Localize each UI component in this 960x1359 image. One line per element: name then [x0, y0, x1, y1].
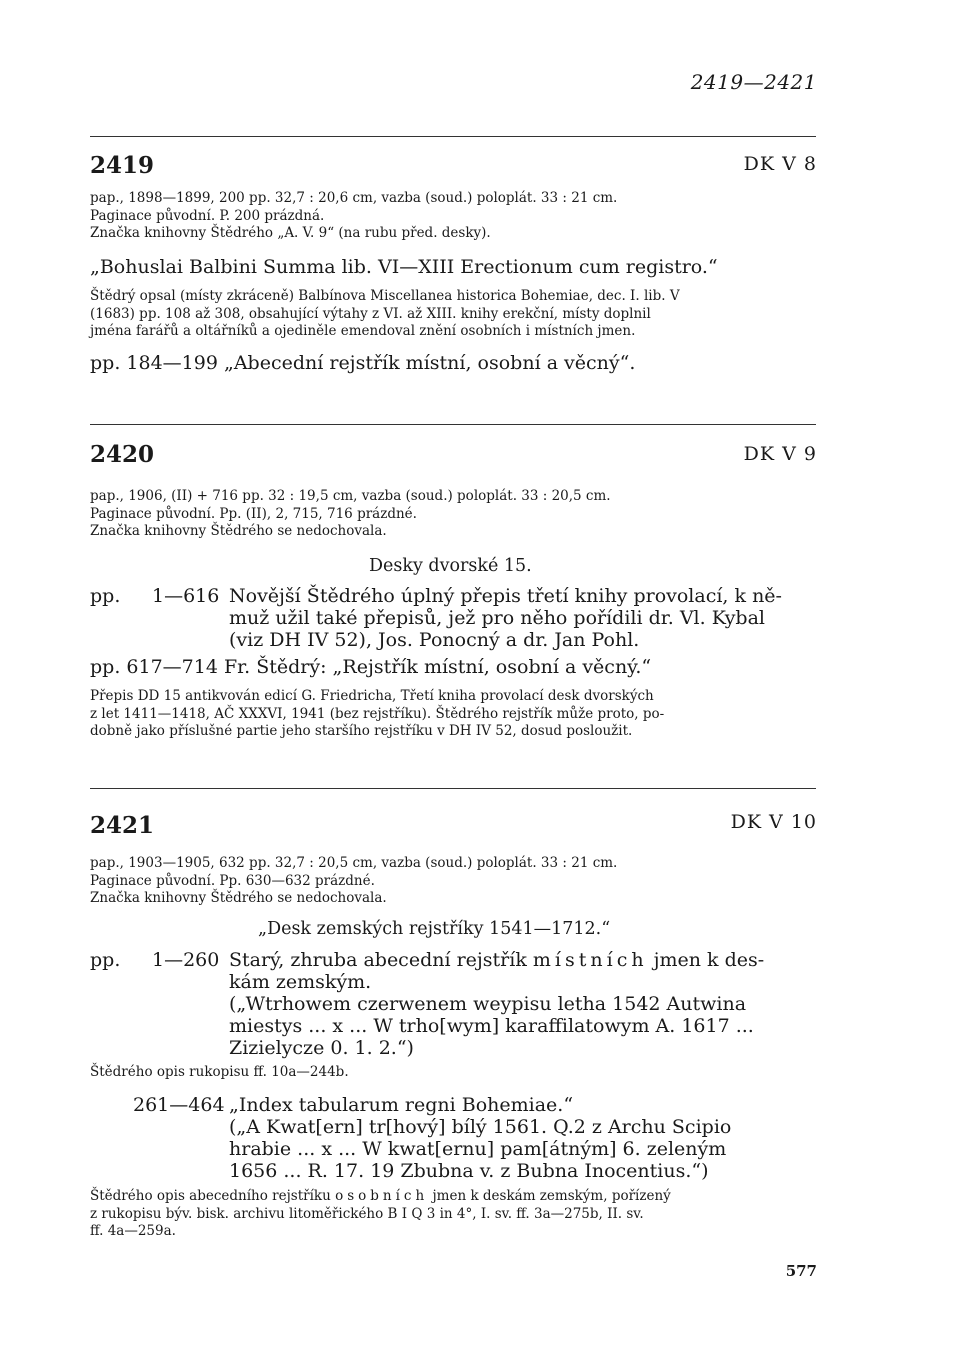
shelf-signature: DK V 8	[743, 153, 817, 175]
note-line: z let 1411—1418, AČ XXXVI, 1941 (bez rejstříku). Štědrého rejstřík může proto, po-	[90, 705, 665, 722]
content-line	[229, 949, 764, 971]
desc-line: pap., 1898—1899, 200 pp. 32,7 : 20,6 cm, vazba (soud.) poloplát. 33 : 21 cm.	[90, 190, 618, 206]
sub-note: Štědrého opis rukopisu ff. 10a—244b.	[90, 1064, 349, 1080]
physical-description	[90, 190, 617, 243]
content-text: Fr. Štědrý: „Rejstřík místní, osobní a věcný.“	[223, 656, 652, 678]
physical-description	[90, 488, 611, 541]
entry-note	[90, 1188, 671, 1241]
desc-line: Paginace původní. Pp. (II), 2, 715, 716 prázdné.	[90, 505, 417, 522]
page-range: 261—464	[133, 1094, 225, 1116]
content-line: „Index tabularum regni Bohemiae.“	[229, 1094, 574, 1116]
entry-title: „Bohuslai Balbini Summa lib. VI—XIII Erectionum cum registro.“	[90, 256, 718, 278]
content-item	[90, 352, 635, 374]
note-line: ff. 4a—259a.	[90, 1223, 176, 1239]
content-line: (viz DH IV 52), Jos. Ponocný a dr. Jan Pohl.	[229, 629, 640, 651]
content-text	[229, 949, 764, 1059]
content-line: muž užil také přepisů, jež pro něho pořídili dr. Vl. Kybal	[229, 607, 765, 629]
pp-label: pp.	[90, 585, 121, 607]
content-line: miestys ... x ... W trho[wym] karaffilatowym A. 1617 ...	[229, 1015, 754, 1037]
note-fragment: jmen k deskám zemským, pořízený	[432, 1188, 671, 1204]
entry-number: 2421	[90, 812, 155, 839]
content-line: Zizielycze 0. 1. 2.“)	[229, 1037, 414, 1059]
content-line: hrabie ... x ... W kwat[ernu] pam[átným] 6. zeleným	[229, 1138, 727, 1160]
desc-line: pap., 1903—1905, 632 pp. 32,7 : 20,5 cm, vazba (soud.) poloplát. 33 : 21 cm.	[90, 855, 618, 871]
content-text	[229, 585, 782, 651]
content-text	[229, 1094, 731, 1182]
entry-note	[90, 288, 680, 341]
note-line: (1683) pp. 108 až 308, obsahující výtahy z VI. až XIII. knihy erekční, místy doplnil	[90, 305, 651, 322]
content-text: „Abecední rejstřík místní, osobní a věcný“.	[223, 352, 636, 374]
running-head: 2419—2421	[690, 70, 817, 94]
shelf-signature: DK V 9	[743, 443, 817, 465]
desc-line: Značka knihovny Štědrého se nedochovala.	[90, 523, 387, 539]
content-line: kám zemským.	[229, 971, 372, 993]
desc-line: Paginace původní. P. 200 prázdná.	[90, 207, 325, 224]
spaced-word: osobních	[335, 1188, 429, 1204]
pp-label: pp.	[90, 949, 121, 971]
desc-line: Značka knihovny Štědrého „A. V. 9“ (na rubu před. desky).	[90, 225, 491, 241]
content-line: Novější Štědrého úplný přepis třetí knihy provolací, k ně-	[229, 585, 782, 607]
shelf-signature: DK V 10	[730, 811, 817, 833]
physical-description	[90, 855, 617, 908]
page-range: pp. 617—714	[90, 656, 218, 678]
spaced-word: místních	[532, 949, 648, 971]
content-item	[90, 656, 651, 678]
note-line: z rukopisu býv. bisk. archivu litoměřického B I Q 3 in 4°, I. sv. ff. 3a—275b, II. sv.	[90, 1205, 644, 1222]
page-number: 577	[785, 1262, 817, 1280]
note-line: dobně jako příslušné partie jeho staršího rejstříku v DH IV 52, dosud posloužit.	[90, 723, 633, 739]
divider	[90, 136, 816, 137]
divider	[90, 424, 816, 425]
content-fragment: jmen k des-	[653, 949, 765, 971]
entry-number: 2419	[90, 152, 155, 179]
divider	[90, 788, 816, 789]
content-line: („Wtrhowem czerwenem weypisu letha 1542 Autwina	[229, 993, 747, 1015]
desc-line: pap., 1906, (II) + 716 pp. 32 : 19,5 cm, vazba (soud.) poloplát. 33 : 20,5 cm.	[90, 488, 611, 504]
entry-title: „Desk zemských rejstříky 1541—1712.“	[258, 919, 611, 939]
desc-line: Značka knihovny Štědrého se nedochovala.	[90, 890, 387, 906]
note-line: jména farářů a oltářníků a ojediněle emendoval znění osobních i místních jmen.	[90, 323, 636, 339]
content-line: 1656 ... R. 17. 19 Zbubna v. z Bubna Inocentius.“)	[229, 1160, 709, 1182]
note-line: Štědrý opsal (místy zkráceně) Balbínova Miscellanea historica Bohemiae, dec. I. lib. V	[90, 288, 680, 304]
note-line	[90, 1188, 671, 1206]
page-range: 1—260	[152, 949, 220, 971]
note-fragment: Štědrého opis abecedního rejstříku	[90, 1188, 331, 1204]
note-line: Přepis DD 15 antikvován edicí G. Friedricha, Třetí kniha provolací desk dvorských	[90, 688, 654, 704]
page-range: 1—616	[152, 585, 220, 607]
content-fragment: Starý, zhruba abecední rejstřík	[229, 949, 527, 971]
page-range: pp. 184—199	[90, 352, 218, 374]
entry-title: Desky dvorské 15.	[369, 556, 532, 576]
desc-line: Paginace původní. Pp. 630—632 prázdné.	[90, 872, 375, 889]
entry-number: 2420	[90, 441, 155, 468]
content-line: („A Kwat[ern] tr[hový] bílý 1561. Q.2 z Archu Scipio	[229, 1116, 732, 1138]
entry-note	[90, 688, 664, 741]
